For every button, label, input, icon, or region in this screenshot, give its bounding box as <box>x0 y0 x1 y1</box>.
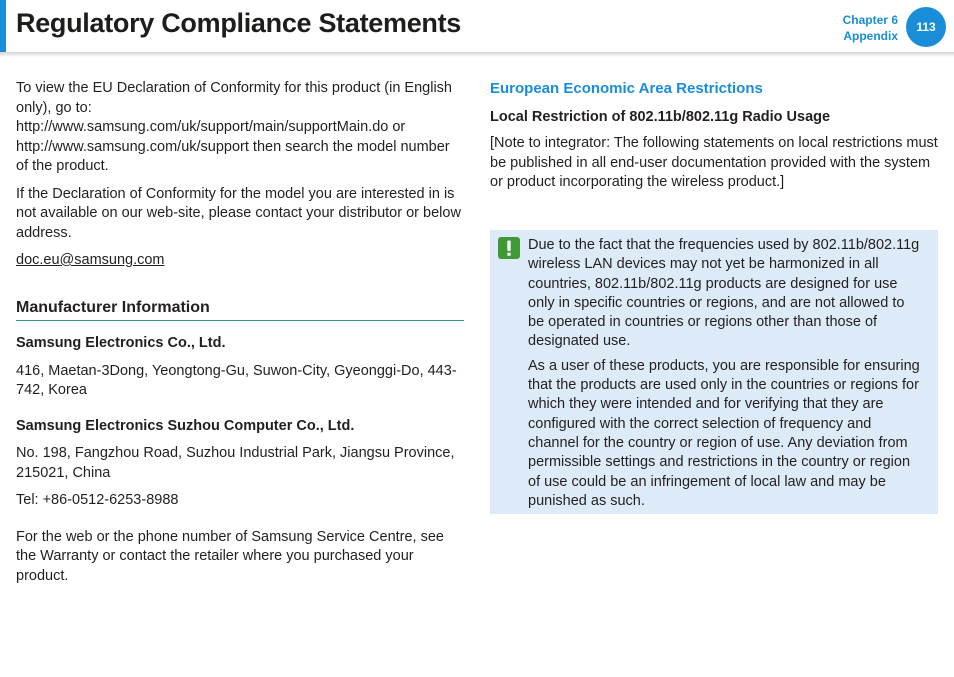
caution-note <box>490 230 938 514</box>
header-accent-bar <box>0 0 6 52</box>
intro-paragraph: To view the EU Declaration of Conformity for this product (in English only), go to: http://www.samsung.com/uk/support/main/supportMain.do or http://www.samsung.com/uk/support then search the model number of the product. <box>16 80 452 174</box>
chapter-section: Appendix <box>843 29 898 43</box>
service-paragraph: For the web or the phone number of Samsung Service Centre, see the Warranty or contact the retailer where you purchased your product. <box>16 528 444 584</box>
left-column <box>16 79 464 594</box>
company-address: No. 198, Fangzhou Road, Suzhou Industrial Park, Jiangsu Province, 215021, China <box>16 445 455 481</box>
company-name: Samsung Electronics Co., Ltd. <box>16 335 226 351</box>
warning-icon <box>498 237 520 259</box>
page-title: Regulatory Compliance Statements <box>16 8 462 38</box>
header-divider <box>0 52 954 57</box>
restriction-heading: Local Restriction of 802.11b/802.11g Radio Usage <box>490 108 831 125</box>
page-number-badge: 113 <box>906 7 946 47</box>
contact-paragraph: If the Declaration of Conformity for the model you are interested in is not available on our web-site, please contact your distributor or below address. <box>16 185 461 241</box>
integrator-note: [Note to integrator: The following statements on local restrictions must be published in all end-user documentation provided with the system or product incorporating the wireless product.] <box>490 135 938 190</box>
note-paragraph: Due to the fact that the frequencies used by 802.11b/802.11g wireless LAN devices may not yet be harmonized in all countries, 802.11b/802.11g products are designed for use only in specific countries or regions, and are not allowed to be operated in countries or regions other than those of designated use. <box>528 237 920 350</box>
note-paragraph: As a user of these products, you are responsible for ensuring that the products are used only in the countries or regions for which they were intended and for verifying that they are configured with the correct selection of frequency and channel for the country or region of use. Any deviation from permissible settings and restrictions in the country or region of use could be an infringement of local law and may be punished as such. <box>528 357 920 509</box>
chapter-number: Chapter 6 <box>842 13 898 27</box>
eea-heading: European Economic Area Restrictions <box>490 80 763 97</box>
company-name: Samsung Electronics Suzhou Computer Co., Ltd. <box>16 417 355 434</box>
manufacturer-heading: Manufacturer Information <box>16 298 464 322</box>
right-column <box>490 79 938 201</box>
chapter-label <box>843 12 898 44</box>
telephone: Tel: +86-0512-6253-8988 <box>16 492 179 508</box>
company-address: 416, Maetan-3Dong, Yeongtong-Gu, Suwon-City, Gyeonggi-Do, 443-742, Korea <box>16 362 457 398</box>
email-link[interactable]: doc.eu@samsung.com <box>16 252 165 268</box>
